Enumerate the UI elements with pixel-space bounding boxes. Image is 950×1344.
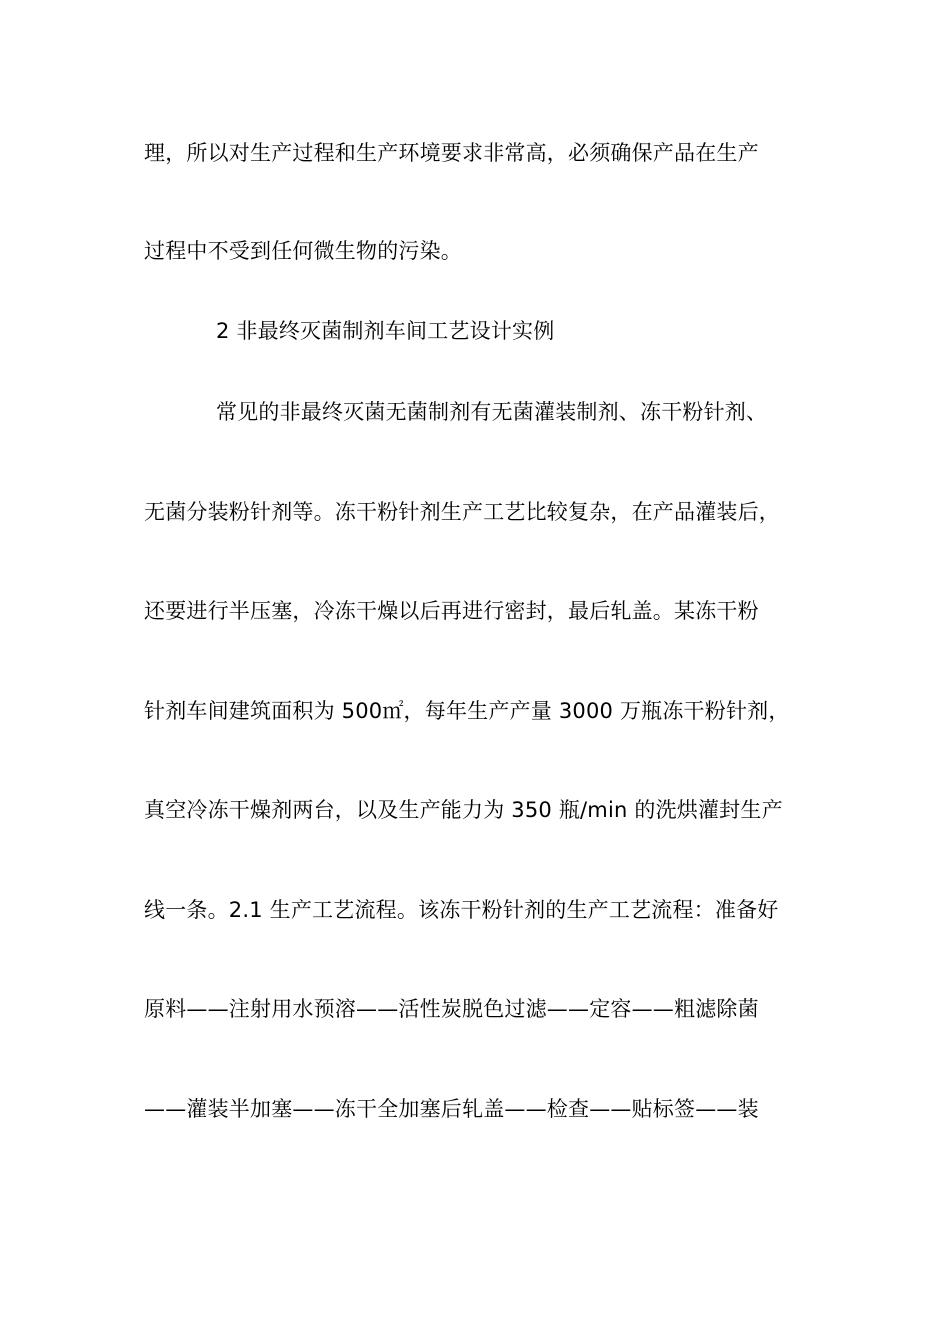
paragraph-line: 常见的非最终灭菌无菌制剂有无菌灌装制剂、冻干粉针剂、 (216, 400, 768, 424)
paragraph-line: 还要进行半压塞，冷冻干燥以后再进行密封，最后轧盖。某冻干粉 (144, 599, 759, 623)
paragraph-line: 真空冷冻干燥剂两台，以及生产能力为 350 瓶/min 的洗烘灌封生产 (144, 798, 783, 822)
paragraph-line: 理，所以对生产过程和生产环境要求非常高，必须确保产品在生产 (144, 141, 759, 165)
paragraph-line: 过程中不受到任何微生物的污染。 (144, 239, 462, 263)
paragraph-line: ——灌装半加塞——冻干全加塞后轧盖——检查——贴标签——装 (144, 1097, 759, 1121)
paragraph-line: 线一条。2.1 生产工艺流程。该冻干粉针剂的生产工艺流程：准备好 (144, 898, 779, 922)
paragraph-line: 无菌分装粉针剂等。冻干粉针剂生产工艺比较复杂，在产品灌装后， (144, 500, 780, 524)
section-heading: 2 非最终灭菌制剂车间工艺设计实例 (216, 319, 555, 343)
paragraph-line: 原料——注射用水预溶——活性炭脱色过滤——定容——粗滤除菌 (144, 997, 759, 1021)
paragraph-line: 针剂车间建筑面积为 500㎡，每年生产产量 3000 万瓶冻干粉针剂， (144, 699, 790, 723)
